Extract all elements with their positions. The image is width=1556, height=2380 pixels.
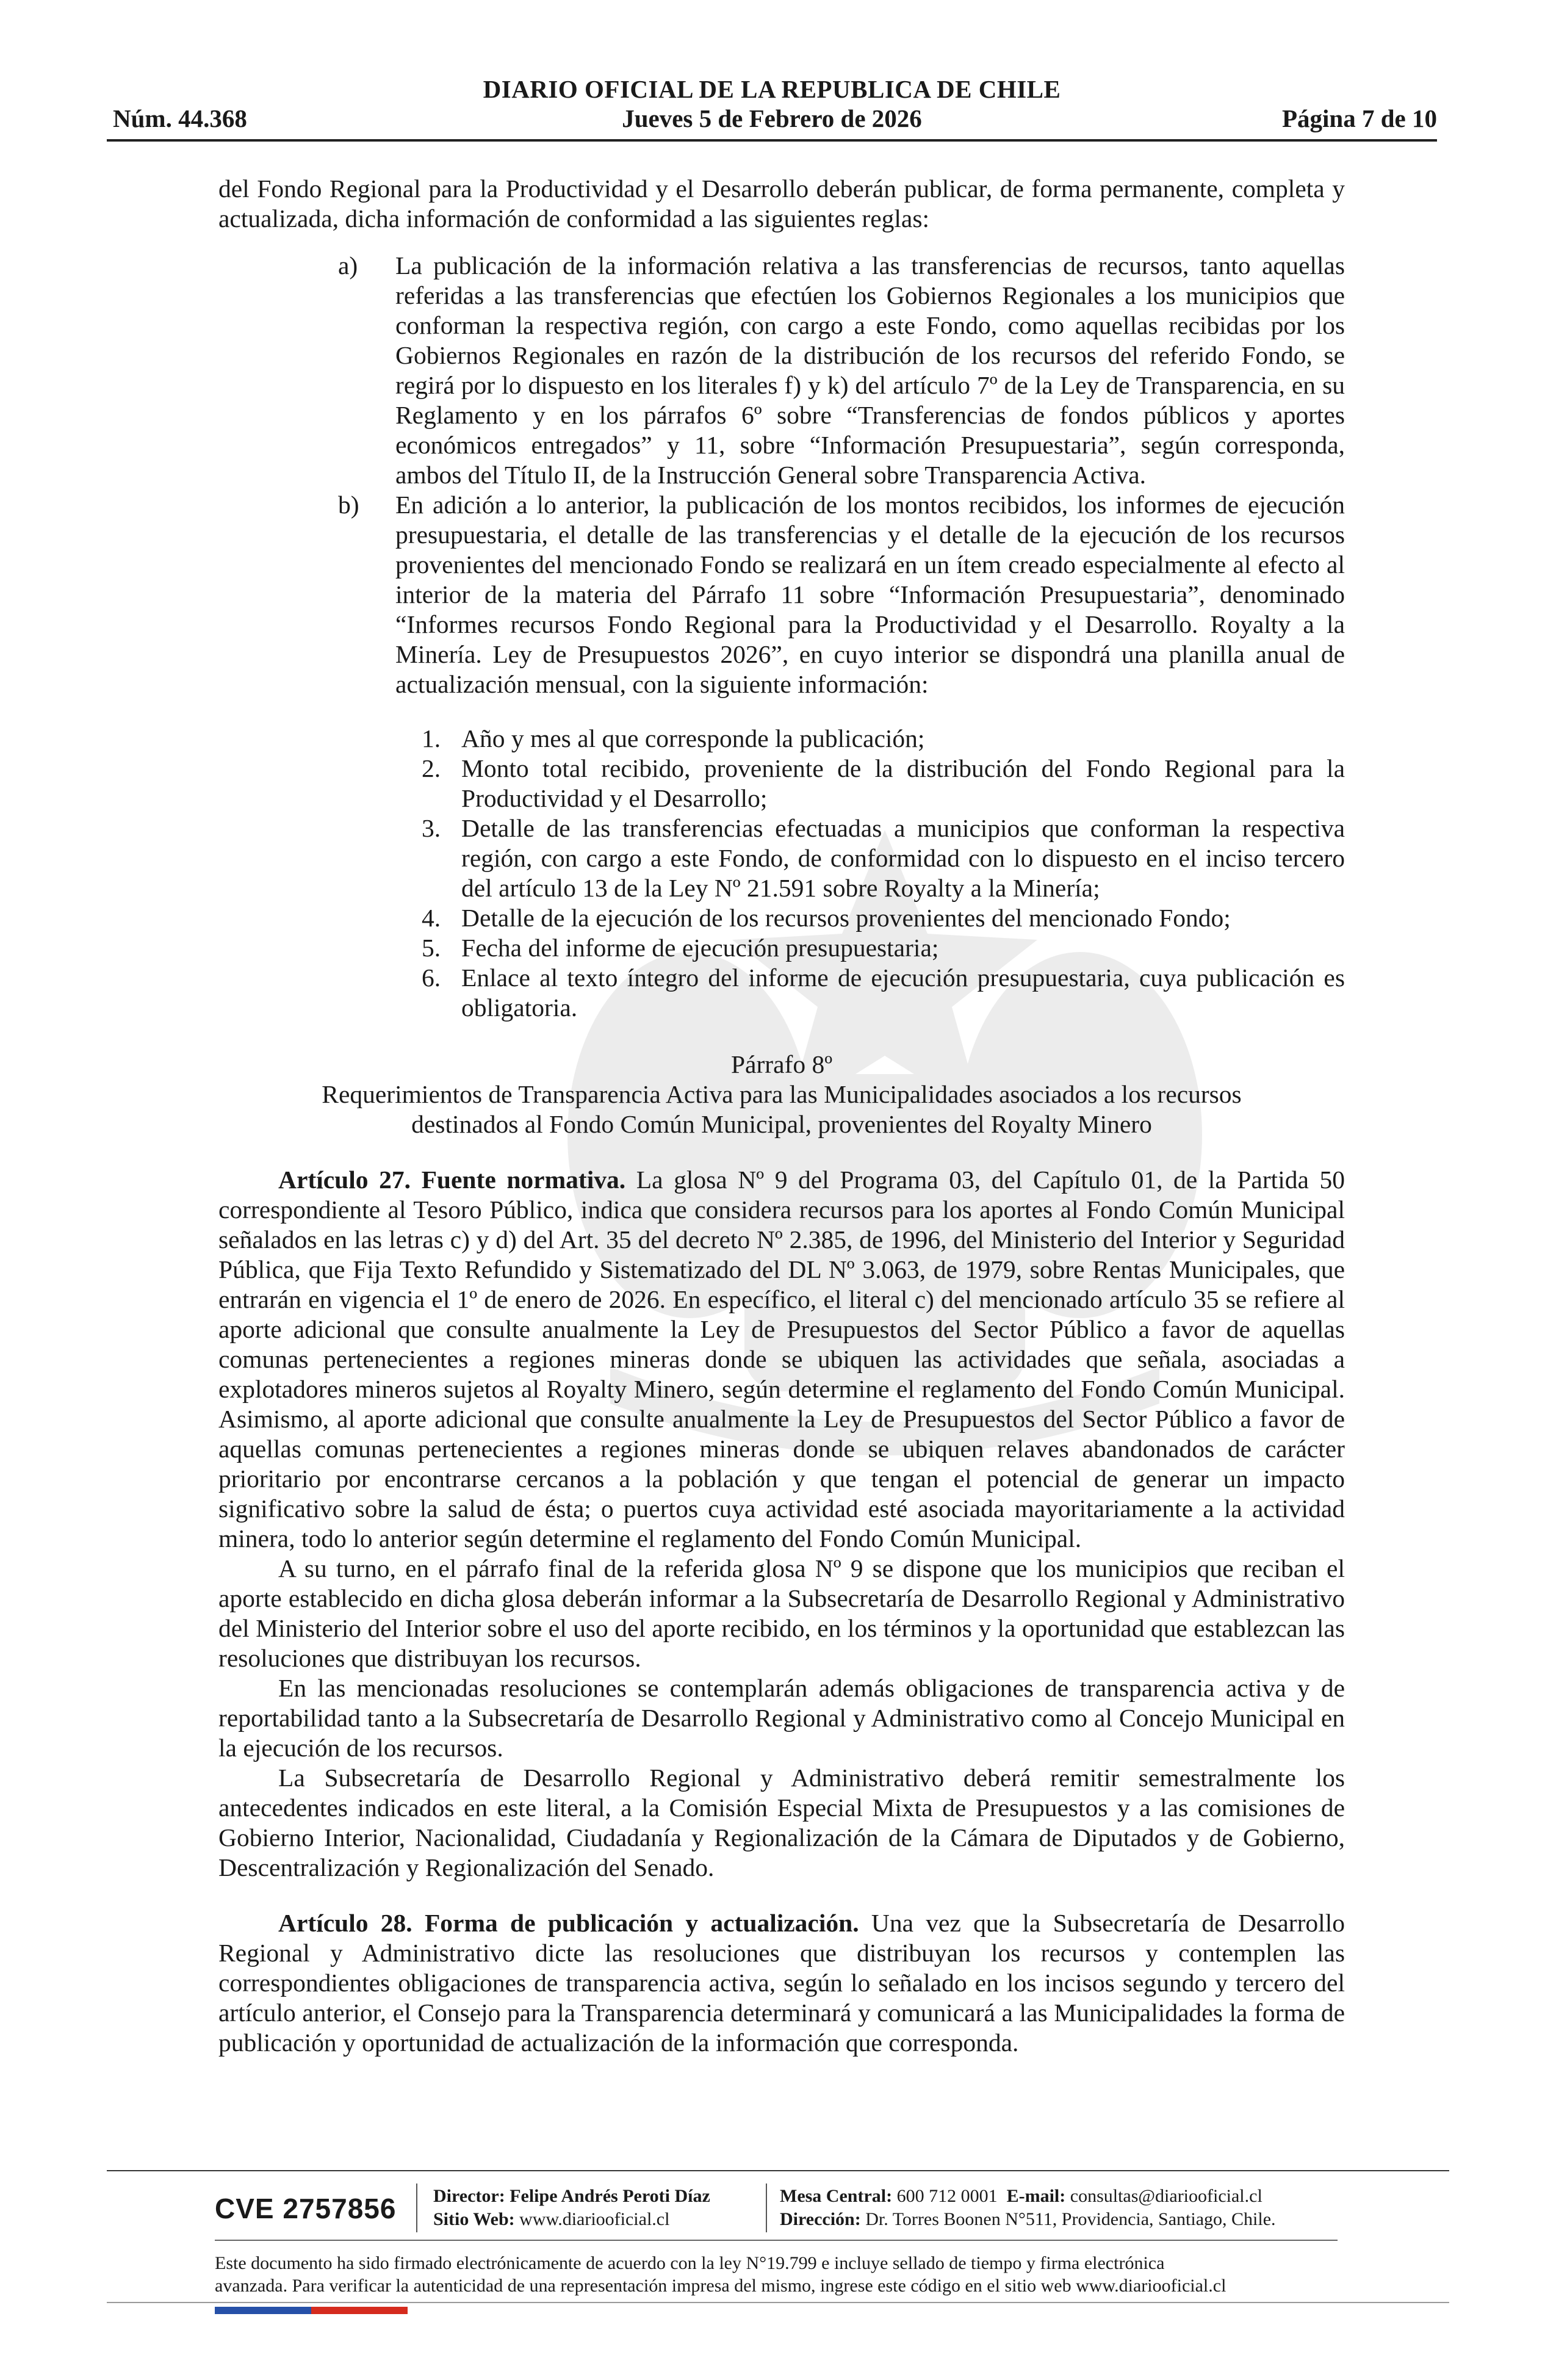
article-27-paragraph-2: A su turno, en el párrafo final de la referida glosa Nº 9 se dispone que los municipios que reciban el aporte establecido en dicha glosa deberán informar a la Subsecretaría de Desarrollo Regional y Administrativo del Ministerio del Interior sobre el uso del aporte recibido, en los términos y la oportunidad que establezcan las resoluciones que distribuyan los recursos. — [218, 1554, 1345, 1672]
list-item — [218, 754, 1345, 813]
legal-line-2: avanzada. Para verificar la autenticidad de una representación impresa del mismo, ingrese este código en el sitio web www.diariooficial.cl — [215, 2276, 1226, 2296]
director-name: Felipe Andrés Peroti Díaz — [510, 2186, 710, 2206]
item-text: Monto total recibido, proveniente de la distribución del Fondo Regional para la Productividad y el Desarrollo; — [461, 754, 1345, 812]
list-item — [218, 933, 1345, 963]
section-title: Párrafo 8º — [730, 1050, 833, 1078]
footer-divider — [416, 2183, 417, 2232]
rule-item — [218, 490, 1345, 699]
article-27-paragraph-3: En las mencionadas resoluciones se contemplarán además obligaciones de transparencia activa y de reportabilidad tanto a la Subsecretaría de Desarrollo Regional y Administrativo como al Concejo Municipal en la ejecución de los recursos. — [218, 1674, 1345, 1762]
page-number: Página 7 de 10 — [1282, 104, 1437, 132]
list-item — [218, 724, 1345, 754]
section-subtitle-line-1: Requerimientos de Transparencia Activa para las Municipalidades asociados a los recursos — [322, 1080, 1242, 1108]
legal-notice — [215, 2252, 1374, 2297]
article-27-paragraph-1 — [218, 1165, 1345, 1554]
item-number: 1. — [422, 724, 441, 752]
item-text: Enlace al texto íntegro del informe de ejecución presupuestaria, cuya publicación es obligatoria. — [461, 964, 1345, 1022]
item-number: 3. — [422, 814, 441, 842]
item-text: Detalle de la ejecución de los recursos provenientes del mencionado Fondo; — [461, 904, 1231, 932]
item-number: 4. — [422, 904, 441, 932]
director-label: Director: — [433, 2186, 505, 2206]
article-28-heading: Artículo 28. Forma de publicación y actualización. — [278, 1909, 859, 1937]
article-27-text: La glosa Nº 9 del Programa 03, del Capítulo 01, de la Partida 50 correspondiente al Tesoro Público, indica que considera recursos para los aportes al Fondo Común Municipal señalados en las letras c) y d) del Art. 35 del decreto Nº 2.385, de 1996, del Ministerio del Interior y Seguridad Pública, que Fija Texto Refundido y Sistematizado del DL Nº 3.063, de 1979, sobre Rentas Municipales, que entrarán en vigencia el 1º de enero de 2026. En específico, el literal c) del mencionado artículo 35 se refiere al aporte adicional que consulte anualmente la Ley de Presupuestos del Sector Público a favor de aquellas comunas pertenecientes a regiones mineras donde se ubiquen las actividades que señala, asociadas a explotadores mineros sujetos al Royalty Minero, según determine el reglamento del Fondo Común Municipal. Asimismo, al aporte adicional que consulte anualmente la Ley de Presupuestos del Sector Público a favor de aquellas comunas pertenecientes a regiones mineras donde se ubiquen relaves abandonados de carácter prioritario por encontrarse cercanos a la población y que tengan el potencial de generar un impacto significativo sobre la salud de ésta; o puertos cuya actividad esté asociada mayoritariamente a la actividad minera, todo lo anterior según determine el reglamento del Fondo Común Municipal. — [218, 1166, 1345, 1552]
spacer — [218, 1883, 1345, 1908]
email-label: E-mail: — [1006, 2186, 1066, 2206]
flag-blue-segment — [215, 2307, 311, 2314]
document-body — [218, 174, 1345, 2058]
flag-red-segment — [311, 2307, 408, 2314]
phone-label: Mesa Central: — [780, 2186, 893, 2206]
email-link[interactable]: consultas@diariooficial.cl — [1070, 2186, 1262, 2206]
rule-text: En adición a lo anterior, la publicación de los montos recibidos, los informes de ejecución presupuestaria, el detalle de las transferencias y el detalle de la ejecución de los recursos provenientes del mencionado Fondo se realizará en un ítem creado especialmente al efecto al interior de la materia del Párrafo 11 sobre “Información Presupuestaria”, denominado “Informes recursos Fondo Regional para la Productividad y el Desarrollo. Royalty a la Minería. Ley de Presupuestos 2026”, en cuyo interior se dispondrá una planilla anual de actualización mensual, con la siguiente información: — [395, 491, 1345, 698]
list-item — [218, 813, 1345, 903]
footer-contact-block — [780, 2185, 1276, 2231]
phone-number: 600 712 0001 — [896, 2186, 998, 2206]
rule-label: b) — [338, 491, 359, 519]
address-label: Dirección: — [780, 2209, 861, 2229]
rule-label: a) — [338, 251, 358, 279]
website-link[interactable]: www.diariooficial.cl — [519, 2209, 670, 2229]
article-27-heading: Artículo 27. Fuente normativa. — [278, 1166, 626, 1194]
section-heading — [218, 1050, 1345, 1139]
item-text: Año y mes al que corresponde la publicación; — [461, 724, 925, 752]
address-text: Dr. Torres Boonen N°511, Providencia, Santiago, Chile. — [865, 2209, 1276, 2229]
spacer — [218, 1139, 1345, 1165]
footer-inner-rule — [215, 2240, 1338, 2241]
section-subtitle-line-2: destinados al Fondo Común Municipal, provenientes del Royalty Minero — [411, 1110, 1152, 1138]
legal-line-1: Este documento ha sido firmado electrónicamente de acuerdo con la ley N°19.799 e incluye sellado de tiempo y firma electrónica — [215, 2253, 1165, 2273]
flag-stripe — [215, 2307, 408, 2314]
rule-text: La publicación de la información relativa a las transferencias de recursos, tanto aquellas referidas a las transferencias que efectúen los Gobiernos Regionales a los municipios que conforman la respectiva región, con cargo a este Fondo, como aquellas recibidas por los Gobiernos Regionales en razón de la distribución de los recursos del referido Fondo, se regirá por lo dispuesto en los literales f) y k) del artículo 7º de la Ley de Transparencia, en su Reglamento y en los párrafos 6º sobre “Transferencias de fondos públicos y aportes económicos entregados” y 11, sobre “Información Presupuestaria”, según corresponda, ambos del Título II, de la Instrucción General sobre Transparencia Activa. — [395, 251, 1345, 489]
article-28-paragraph-1 — [218, 1908, 1345, 2058]
list-item — [218, 903, 1345, 933]
article-28-text: Una vez que la Subsecretaría de Desarrollo Regional y Administrativo dicte las resoluciones que distribuyan los recursos y contemplen las correspondientes obligaciones de transparencia activa, según lo señalado en los incisos segundo y tercero del artículo anterior, el Consejo para la Transparencia determinará y comunicará a las Municipalidades la forma de publicación y oportunidad de actualización de la información que corresponda. — [218, 1909, 1345, 2057]
item-number: 6. — [422, 964, 441, 992]
item-text: Fecha del informe de ejecución presupuestaria; — [461, 934, 939, 962]
issue-number: Núm. 44.368 — [113, 104, 247, 132]
footer-bottom-rule — [107, 2302, 1449, 2303]
information-items-list — [218, 724, 1345, 1023]
footer-director-block — [433, 2185, 710, 2231]
publication-date: Jueves 5 de Febrero de 2026 — [622, 104, 922, 132]
item-number: 5. — [422, 934, 441, 962]
footer-rule — [107, 2170, 1449, 2171]
article-27-paragraph-4: La Subsecretaría de Desarrollo Regional y Administrativo deberá remitir semestralmente los antecedentes indicados en este literal, a la Comisión Especial Mixta de Presupuestos y a las comisiones de Gobierno Interior, Nacionalidad, Ciudadanía y Regionalización de la Cámara de Diputados y de Gobierno, Descentralización y Regionalización del Senado. — [218, 1764, 1345, 1881]
website-label: Sitio Web: — [433, 2209, 515, 2229]
rule-item — [218, 251, 1345, 490]
list-item — [218, 963, 1345, 1023]
intro-paragraph: del Fondo Regional para la Productividad y el Desarrollo deberán publicar, de forma permanente, completa y actualizada, dicha información de conformidad a las siguientes reglas: — [218, 175, 1345, 233]
item-number: 2. — [422, 754, 441, 782]
rules-list — [218, 251, 1345, 699]
footer-divider — [766, 2183, 767, 2232]
publication-title: DIARIO OFICIAL DE LA REPUBLICA DE CHILE — [483, 75, 1061, 103]
item-text: Detalle de las transferencias efectuadas a municipios que conforman la respectiva región, con cargo a este Fondo, de conformidad con lo dispuesto en el inciso tercero del artículo 13 de la Ley Nº 21.591 sobre Royalty a la Minería; — [461, 814, 1345, 902]
page-header — [107, 74, 1437, 148]
cve-code: CVE 2757856 — [215, 2193, 397, 2224]
header-rule — [107, 139, 1437, 142]
